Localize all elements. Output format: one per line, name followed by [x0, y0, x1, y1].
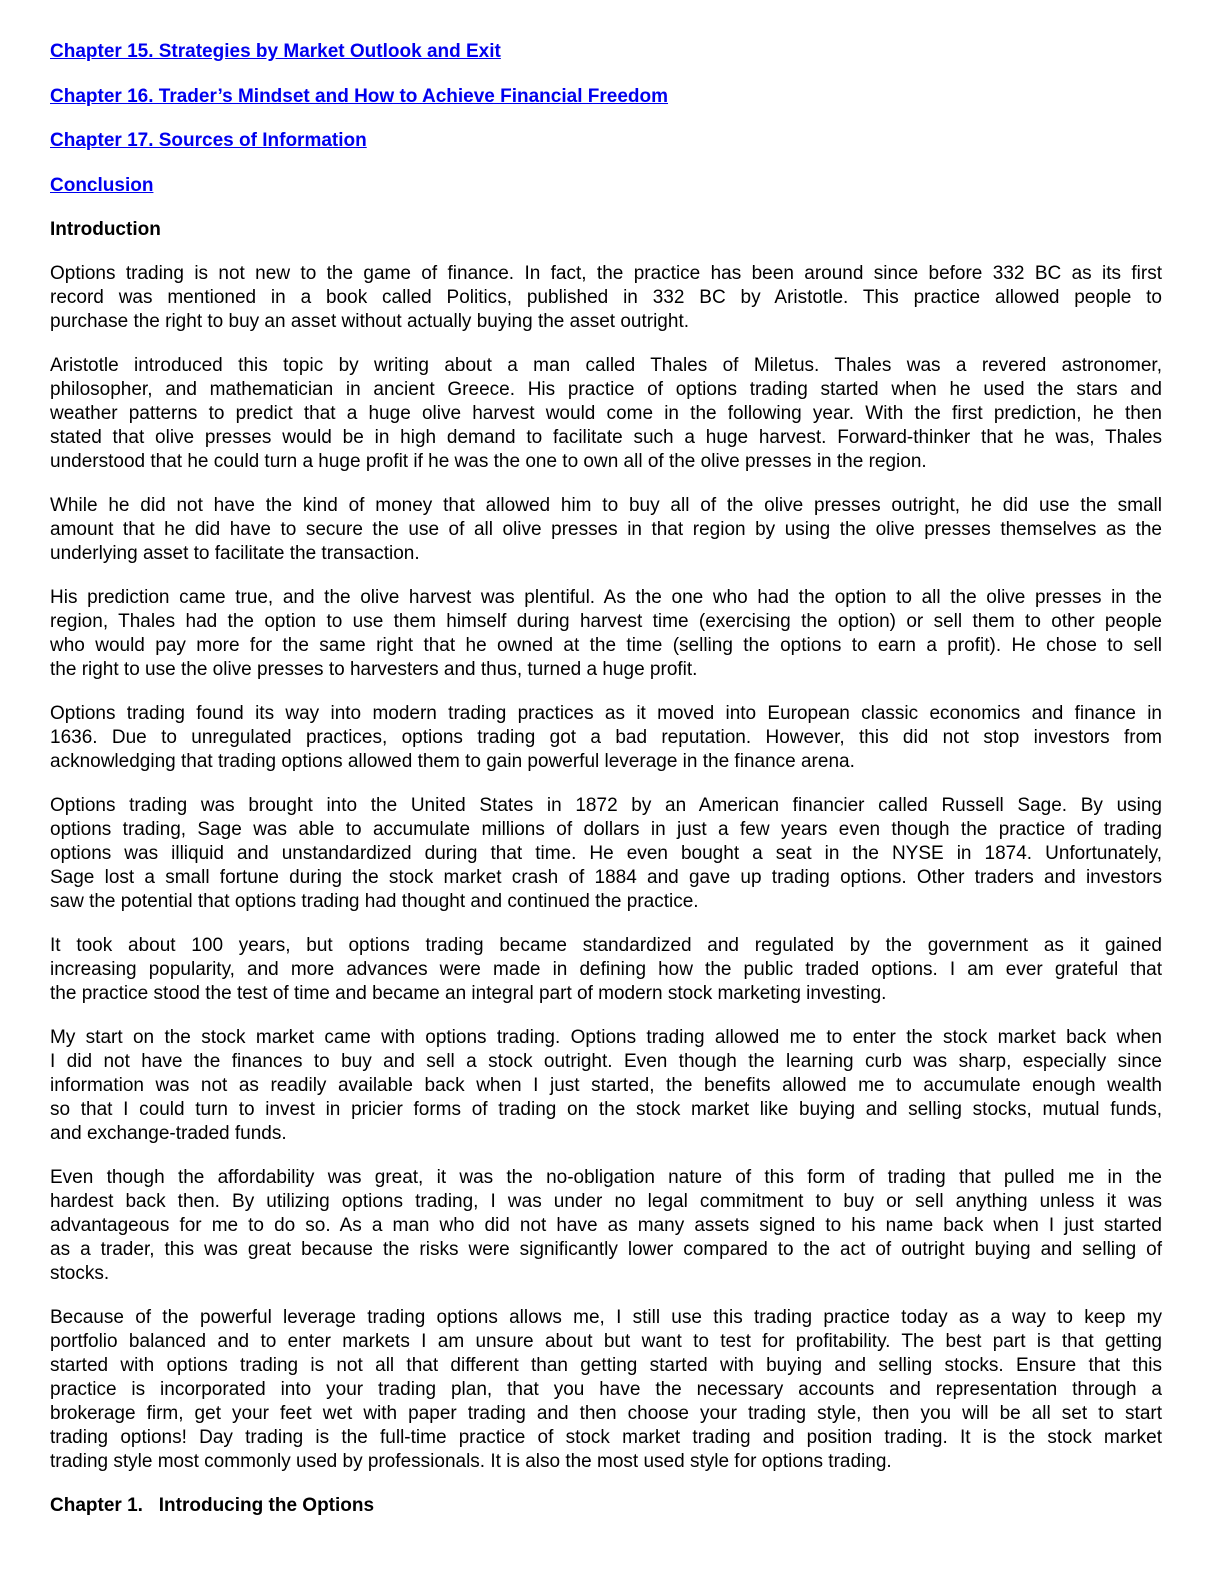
toc-link[interactable]: Conclusion [50, 174, 154, 196]
text-line: practice is incorporated into your trading plan, that you have the necessary accounts and representation through a [50, 1379, 1162, 1400]
toc-link[interactable]: Chapter 15. Strategies by Market Outlook and Exit [50, 41, 501, 62]
text-line: Sage lost a small fortune during the stock market crash of 1884 and gave up trading options. Other traders and investors [50, 867, 1162, 888]
text-line: as a trader, this was great because the risks were significantly lower compared to the act of outright buying and selling of [50, 1239, 1162, 1260]
text-line: understood that he could turn a huge profit if he was the one to own all of the olive presses in the region. [50, 451, 927, 472]
text-line: advantageous for me to do so. As a man who did not have as many assets signed to his name back when I just started [50, 1215, 1162, 1236]
text-line: trading style most commonly used by professionals. It is also the most used style for options trading. [50, 1451, 892, 1472]
text-line: His prediction came true, and the olive harvest was plentiful. As the one who had the option to all the olive presses in the [50, 587, 1162, 608]
text-line: underlying asset to facilitate the transaction. [50, 543, 420, 564]
text-line: Options trading is not new to the game of finance. In fact, the practice has been around since before 332 BC as its first [50, 263, 1162, 284]
text-line: stocks. [50, 1263, 110, 1284]
paragraph [50, 794, 1162, 914]
paragraph [50, 702, 1162, 774]
text-line: region, Thales had the option to use them himself during harvest time (exercising the option) or sell them to other people [50, 611, 1162, 632]
text-line: and exchange-traded funds. [50, 1123, 287, 1144]
text-line: amount that he did have to secure the use of all olive presses in that region by using the olive presses themselves as the [50, 519, 1162, 540]
text-line: information was not as readily available back when I just started, the benefits allowed me to accumulate enough wealth [50, 1075, 1162, 1096]
paragraph [50, 262, 1162, 334]
text-line: It took about 100 years, but options trading became standardized and regulated by the government as it gained [50, 935, 1162, 956]
chapter-1-heading: Chapter 1. Introducing the Options [50, 1495, 375, 1516]
text-line: acknowledging that trading options allowed them to gain powerful leverage in the finance arena. [50, 751, 855, 772]
paragraph [50, 494, 1162, 566]
text-line: Even though the affordability was great, it was the no-obligation nature of this form of trading that pulled me in the [50, 1167, 1162, 1188]
table-of-contents [50, 40, 1162, 198]
text-line: hardest back then. By utilizing options trading, I was under no legal commitment to buy or sell anything unless it was [50, 1191, 1162, 1212]
toc-link[interactable]: Chapter 16. Trader’s Mindset and How to Achieve Financial Freedom [50, 85, 669, 107]
text-line: the practice stood the test of time and became an integral part of modern stock marketing investing. [50, 983, 887, 1004]
paragraph [50, 1306, 1162, 1474]
text-line: Options trading was brought into the United States in 1872 by an American financier called Russell Sage. By using [50, 795, 1162, 816]
paragraph [50, 934, 1162, 1006]
text-line: the right to use the olive presses to harvesters and thus, turned a huge profit. [50, 659, 698, 680]
document-page [50, 40, 1162, 1538]
text-line: trading options! Day trading is the full-time practice of stock market trading and position trading. It is the stock market [50, 1427, 1162, 1448]
text-line: who would pay more for the same right that he owned at the time (selling the options to earn a profit). He chose to sell [50, 635, 1162, 656]
introduction-body [50, 262, 1162, 1474]
paragraph [50, 586, 1162, 682]
text-line: purchase the right to buy an asset without actually buying the asset outright. [50, 311, 689, 332]
introduction-heading: Introduction [50, 219, 161, 240]
text-line: I did not have the finances to buy and sell a stock outright. Even though the learning curb was sharp, especially since [50, 1051, 1162, 1072]
text-line: stated that olive presses would be in high demand to facilitate such a huge harvest. Forward-thinker that he was, Thales [50, 427, 1162, 448]
paragraph [50, 1026, 1162, 1146]
toc-link[interactable]: Chapter 17. Sources of Information [50, 130, 367, 151]
text-line: saw the potential that options trading had thought and continued the practice. [50, 891, 699, 912]
text-line: options trading, Sage was able to accumulate millions of dollars in just a few years even though the practice of trading [50, 819, 1162, 840]
text-line: brokerage firm, get your feet wet with paper trading and then choose your trading style, then you will be all set to start [50, 1403, 1162, 1424]
text-line: record was mentioned in a book called Politics, published in 332 BC by Aristotle. This practice allowed people to [50, 287, 1162, 308]
text-line: increasing popularity, and more advances were made in defining how the public traded options. I am ever grateful that [50, 959, 1162, 980]
text-line: philosopher, and mathematician in ancient Greece. His practice of options trading started when he used the stars and [50, 379, 1162, 400]
text-line: portfolio balanced and to enter markets I am unsure about but want to test for profitability. The best part is that getting [50, 1331, 1162, 1352]
text-line: Because of the powerful leverage trading options allows me, I still use this trading practice today as a way to keep my [50, 1307, 1162, 1328]
text-line: so that I could turn to invest in pricier forms of trading on the stock market like buying and selling stocks, mutual funds, [50, 1099, 1162, 1120]
text-line: weather patterns to predict that a huge olive harvest would come in the following year. With the first prediction, he then [50, 403, 1162, 424]
text-line: While he did not have the kind of money that allowed him to buy all of the olive presses outright, he did use the small [50, 495, 1162, 516]
text-line: My start on the stock market came with options trading. Options trading allowed me to enter the stock market back when [50, 1027, 1162, 1048]
paragraph [50, 1166, 1162, 1286]
text-line: Aristotle introduced this topic by writing about a man called Thales of Miletus. Thales was a revered astronomer, [50, 355, 1162, 376]
text-line: 1636. Due to unregulated practices, options trading got a bad reputation. However, this did not stop investors from [50, 727, 1162, 748]
text-line: Options trading found its way into modern trading practices as it moved into European classic economics and finance in [50, 703, 1162, 724]
text-line: options was illiquid and unstandardized during that time. He even bought a seat in the NYSE in 1874. Unfortunately, [50, 843, 1162, 864]
paragraph [50, 354, 1162, 474]
text-line: started with options trading is not all that different than getting started with buying and selling stocks. Ensure that this [50, 1355, 1162, 1376]
